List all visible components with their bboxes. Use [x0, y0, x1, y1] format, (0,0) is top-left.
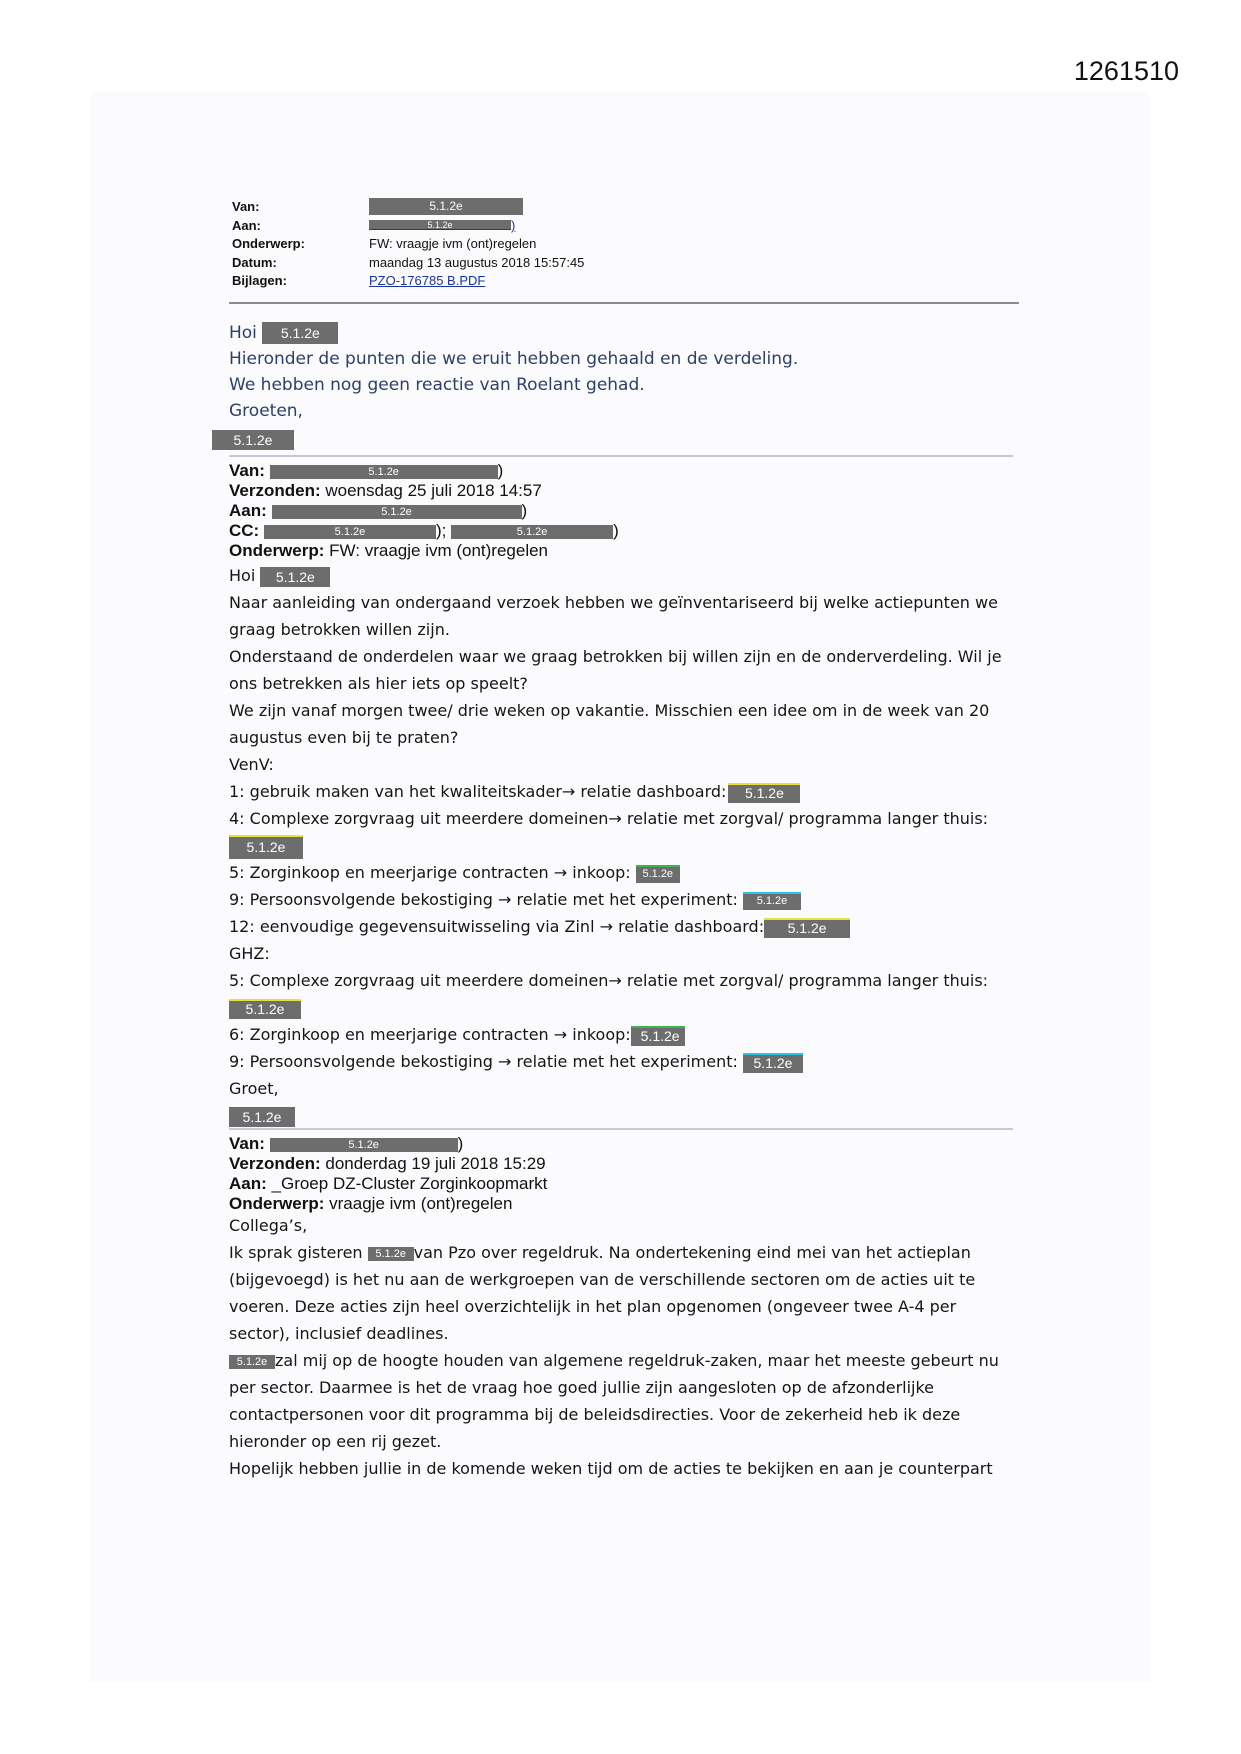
- closing: Groet,: [229, 1079, 279, 1098]
- redaction-box: 5.1.2e: [270, 465, 498, 479]
- third-message: [229, 1212, 1019, 1482]
- message-divider: [229, 1128, 1013, 1130]
- header-row-datum: [232, 254, 584, 273]
- greeting: Hoi 5.1.2e: [229, 562, 1019, 589]
- header-row-verzonden: Verzonden: donderdag 19 juli 2018 15:29: [229, 1154, 546, 1173]
- onderwerp-label: Onderwerp:: [232, 236, 305, 252]
- closing: Groeten,: [229, 401, 303, 421]
- header-divider: [229, 302, 1019, 304]
- paragraph: Ik sprak gisteren 5.1.2e van Pzo over regeldruk. Na ondertekening eind mei van het actieplan (bijgevoegd) is het nu aan de werkgroepen van de verschillende sectoren om de acties uit te voeren. Deze acties zijn heel overzichtelijk in het plan opgenomen (ongeveer twee A-4 per sector), inclusief deadlines.: [229, 1243, 976, 1343]
- message-line: Hieronder de punten die we eruit hebben gehaald en de verdeling.: [229, 349, 799, 369]
- redaction-box: 5.1.2e: [743, 892, 801, 910]
- redaction-box: 5.1.2e: [260, 567, 330, 587]
- datum-label: Datum:: [232, 254, 277, 270]
- header-row-van: Van: 5.1.2e ): [229, 461, 504, 480]
- redaction-box: 5.1.2e: [631, 1026, 685, 1046]
- header-row-aan: Aan: 5.1.2e ): [229, 501, 528, 520]
- signature: [229, 1102, 1019, 1129]
- header-row-van: Van: 5.1.2e ): [229, 1134, 464, 1153]
- section-label: GHZ:: [229, 944, 270, 963]
- action-item: 5: Complexe zorgvraag uit meerdere domeinen→ relatie met zorgval/ programma langer thuis:: [229, 971, 989, 990]
- action-item: 6: Zorginkoop en meerjarige contracten → inkoop: 5.1.2e: [229, 1021, 1019, 1048]
- second-email-header: [229, 461, 1019, 561]
- greeting: Collega’s,: [229, 1216, 308, 1235]
- onderwerp-value: FW: vraagje ivm (ont)regelen: [369, 236, 537, 252]
- action-item: 9: Persoonsvolgende bekostiging → relatie met het experiment: 5.1.2e: [229, 886, 1019, 913]
- redaction-box: 5.1.2e: [262, 322, 338, 344]
- redaction-box: 5.1.2e: [369, 220, 511, 230]
- bijlagen-label: Bijlagen:: [232, 273, 287, 289]
- action-item: 4: Complexe zorgvraag uit meerdere domeinen→ relatie met zorgval/ programma langer thuis:: [229, 809, 989, 828]
- greeting: Hoi 5.1.2e: [229, 320, 1019, 346]
- redaction-box: 5.1.2e: [229, 1107, 295, 1127]
- message-line: We hebben nog geen reactie van Roelant gehad.: [229, 375, 645, 395]
- paragraph: Hopelijk hebben jullie in de komende weken tijd om de acties te bekijken en aan je counterpart: [229, 1459, 993, 1478]
- action-item: 5: Zorginkoop en meerjarige contracten → inkoop: 5.1.2e: [229, 859, 1019, 886]
- redaction-box: 5.1.2e: [229, 1355, 275, 1369]
- redaction-box: 5.1.2e: [229, 835, 303, 859]
- paragraph: Naar aanleiding van ondergaand verzoek hebben we geïnventariseerd bij welke actiepunten we graag betrokken willen zijn.: [229, 593, 998, 639]
- redaction-box: 5.1.2e: [728, 783, 800, 803]
- document-number: 1261510: [1073, 56, 1179, 86]
- redaction-box: 5.1.2e: [270, 1138, 458, 1152]
- action-item: 12: eenvoudige gegevensuitwisseling via Zinl → relatie dashboard: 5.1.2e: [229, 913, 1019, 940]
- message-divider: [229, 455, 1013, 457]
- third-email-header: [229, 1134, 1019, 1214]
- van-label: Van:: [232, 199, 260, 214]
- aan-label: Aan:: [232, 217, 261, 233]
- header-row-aan: Aan: _Groep DZ-Cluster Zorginkoopmarkt: [229, 1174, 548, 1193]
- redaction-box: 5.1.2e: [636, 865, 680, 883]
- action-item: 9: Persoonsvolgende bekostiging → relatie met het experiment: 5.1.2e: [229, 1048, 1019, 1075]
- paragraph: 5.1.2e zal mij op de hoogte houden van algemene regeldruk-zaken, maar het meeste gebeurt nu per sector. Daarmee is het de vraag hoe goed jullie zijn aangesloten op de afzonderlijke contactpersonen voor dit programma bij de beleidsdirecties. Voor de zekerheid heb ik deze hieronder op een rij gezet.: [229, 1351, 999, 1451]
- redaction-box: 5.1.2e: [451, 525, 613, 539]
- datum-value: maandag 13 augustus 2018 15:57:45: [369, 254, 585, 270]
- redaction-box: 5.1.2e: [368, 1247, 414, 1261]
- redaction-line: [229, 994, 1019, 1021]
- redaction-box: 5.1.2e: [212, 430, 294, 450]
- header-row-van: [232, 198, 584, 217]
- redaction-line: [229, 832, 1019, 859]
- header-row-onderwerp: [232, 235, 584, 254]
- signature: [212, 430, 294, 450]
- outer-email-header: [232, 198, 584, 291]
- aan-suffix: ): [511, 217, 516, 233]
- redaction-box: 5.1.2e: [264, 525, 436, 539]
- redaction-box: 5.1.2e: [272, 505, 522, 519]
- section-label: VenV:: [229, 755, 274, 774]
- header-row-bijlagen: [232, 272, 584, 291]
- header-row-cc: CC: 5.1.2e ); 5.1.2e ): [229, 521, 619, 540]
- paragraph: We zijn vanaf morgen twee/ drie weken op vakantie. Misschien een idee om in de week van 20 augustus even bij te praten?: [229, 701, 990, 747]
- redaction-box: 5.1.2e: [743, 1053, 803, 1073]
- attachment-link[interactable]: PZO-176785 B.PDF: [369, 273, 486, 289]
- first-message: [229, 320, 1019, 424]
- header-row-onderwerp: Onderwerp: FW: vraagje ivm (ont)regelen: [229, 541, 549, 560]
- redaction-box: 5.1.2e: [229, 999, 301, 1019]
- action-item: 1: gebruik maken van het kwaliteitskader→ relatie dashboard: 5.1.2e: [229, 778, 1019, 805]
- redaction-box: 5.1.2e: [764, 918, 850, 938]
- paragraph: Onderstaand de onderdelen waar we graag betrokken bij willen zijn en de onderverdeling. Wil je ons betrekken als hier iets op speelt?: [229, 647, 1002, 693]
- header-row-verzonden: Verzonden: woensdag 25 juli 2018 14:57: [229, 481, 542, 500]
- header-row-aan: [232, 217, 584, 236]
- second-message: [229, 562, 1019, 1129]
- header-row-onderwerp: Onderwerp: vraagje ivm (ont)regelen: [229, 1194, 513, 1213]
- redaction-box: 5.1.2e: [369, 198, 523, 215]
